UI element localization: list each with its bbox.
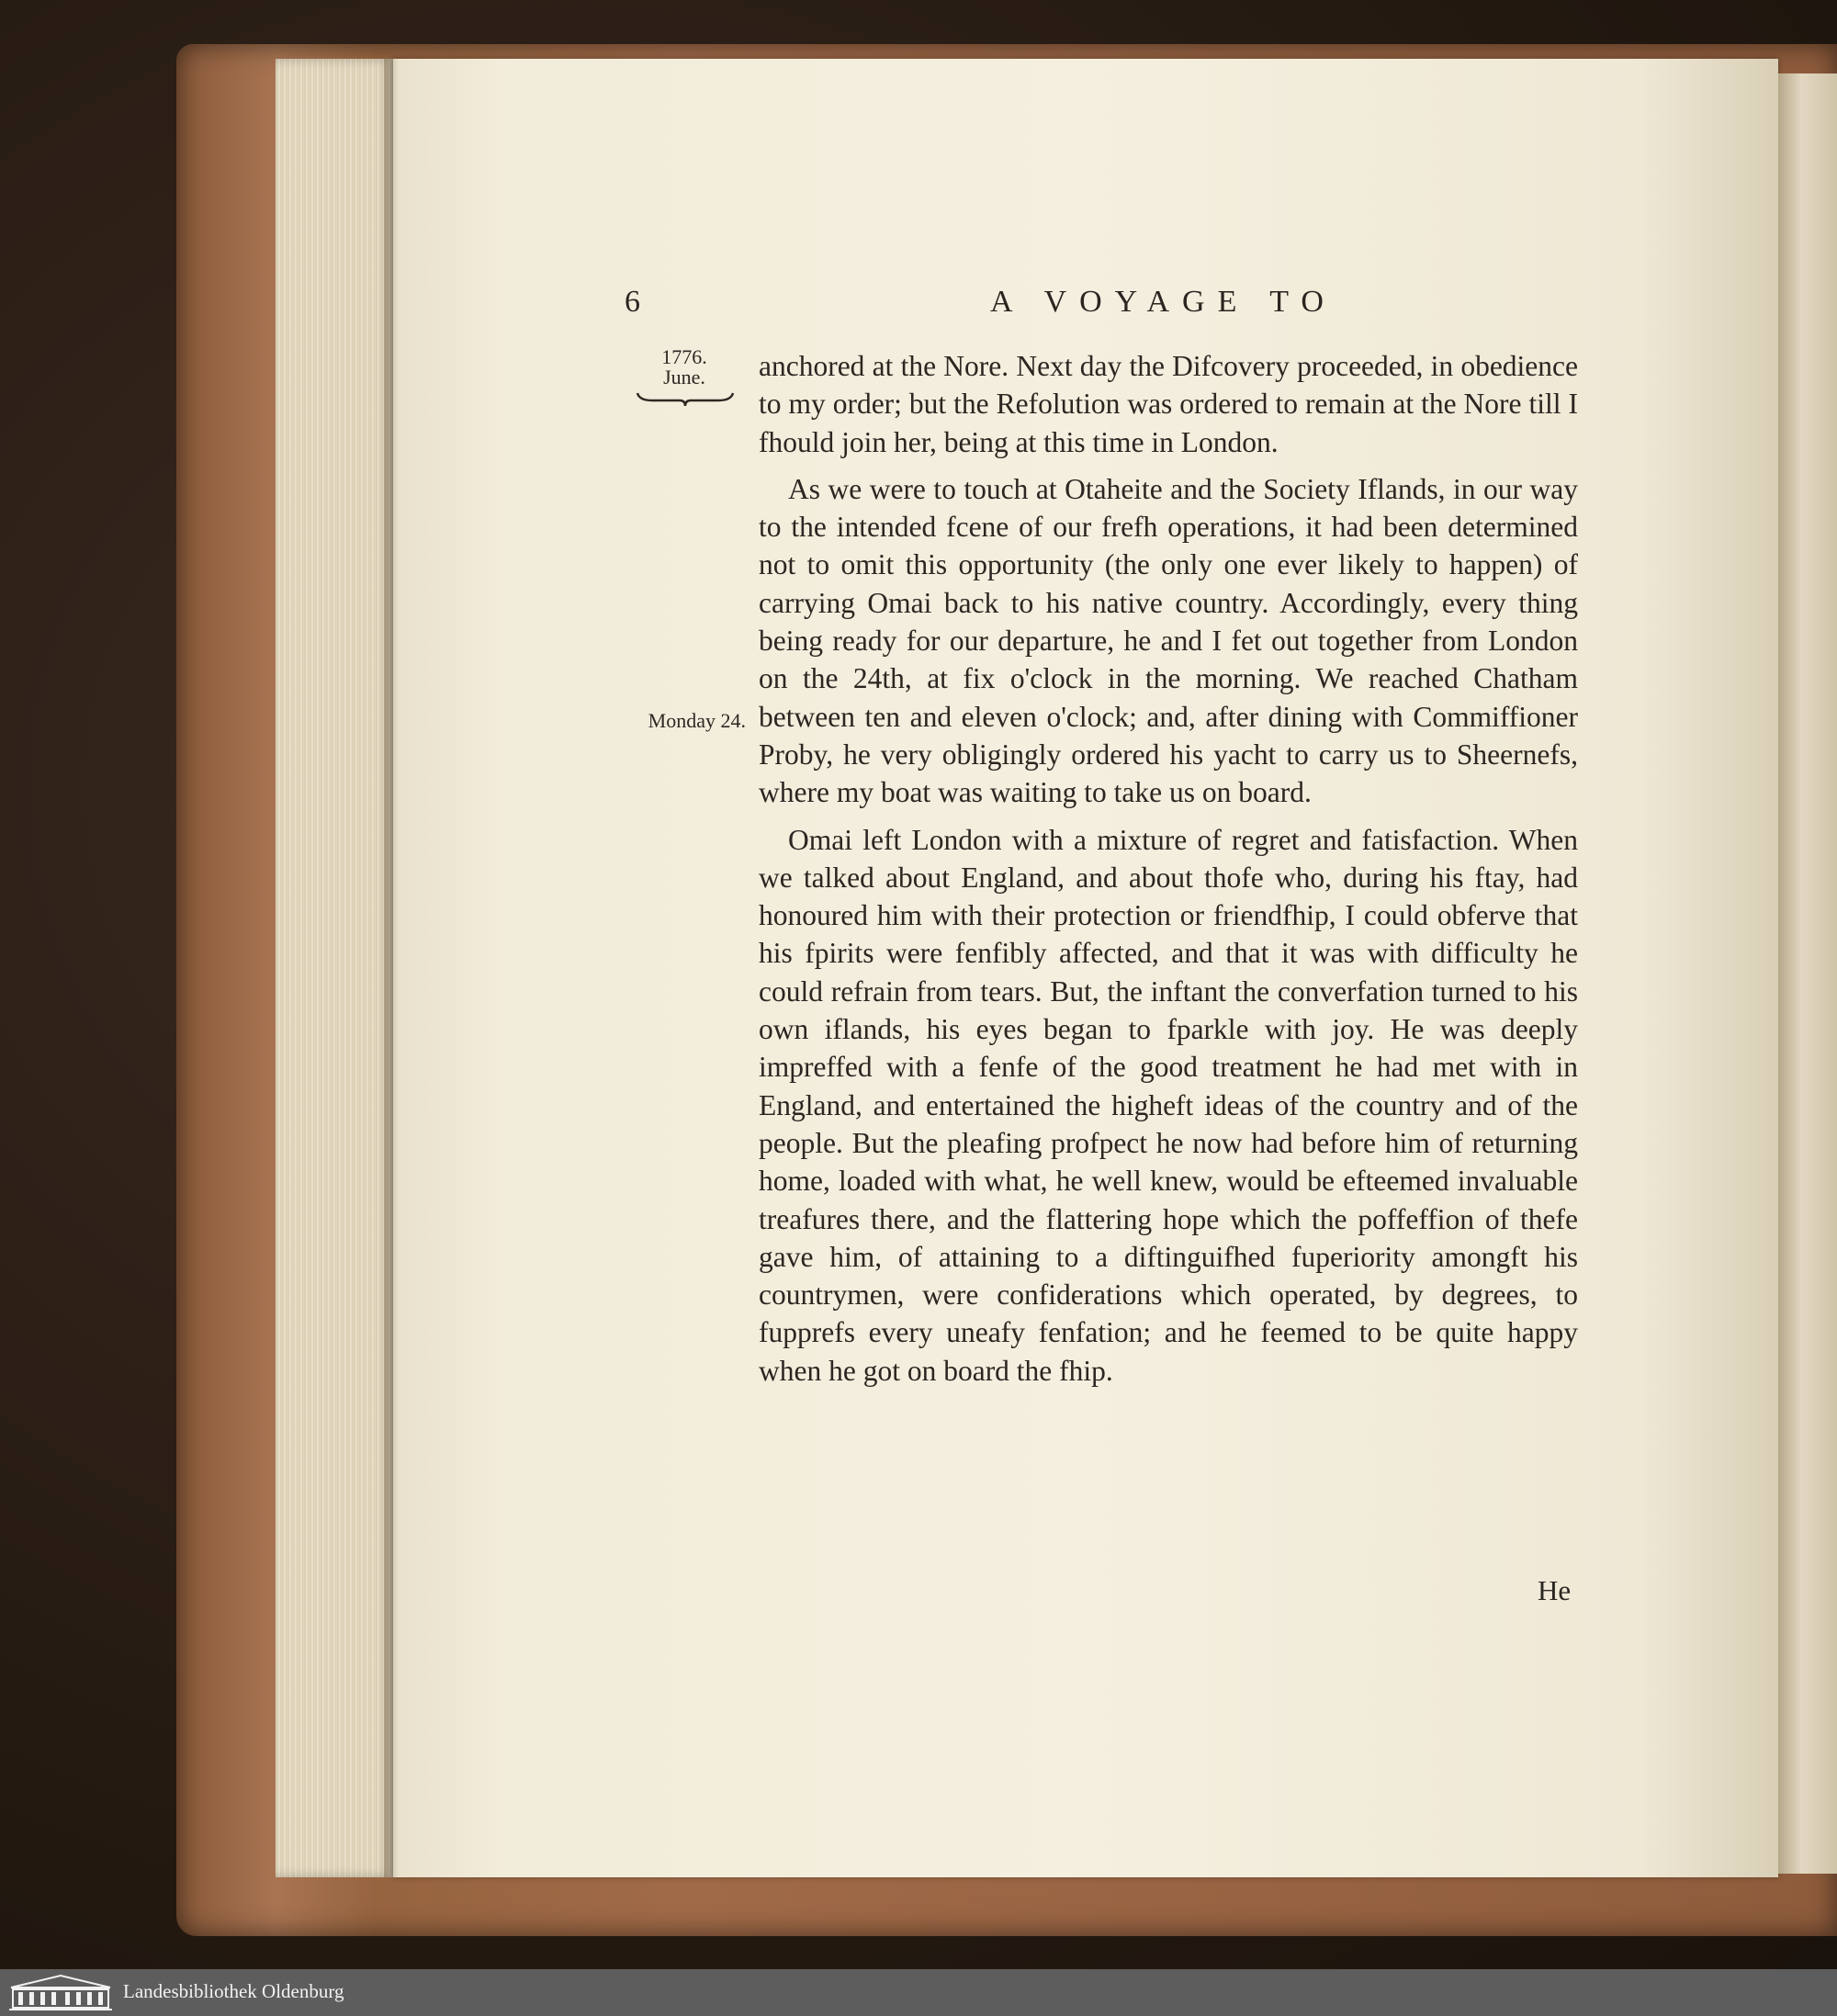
paragraph-2: As we were to touch at Otaheite and the Society Iflands, in our way to the intended fcene of our frefh operations, it had been determined not to omit this opportunity (the only one ever likely to happen) of carrying Omai back to his native country. Accordingly, every thing being ready for our departure, he and I fet out together from London on the 24th, at fix o'clock in the morning. We reached Chatham between ten and eleven o'clock; and, after dining with Commiffioner Proby, he very obligingly ordered his yacht to carry us to Sheernefs, where my boat was waiting to take us on board. [759,472,1578,809]
catchword: He [1538,1574,1572,1606]
footer-label: Landesbibliothek Oldenburg [123,1980,344,2002]
page-number: 6 [625,285,640,319]
next-page-edge [1778,73,1837,1874]
gutter-shadow [384,59,399,1877]
brace-icon [634,389,737,408]
running-title: A VOYAGE TO [990,285,1336,319]
margin-month: June. [663,366,705,389]
margin-day: Monday 24. [648,709,746,732]
margin-year: 1776. [661,345,707,368]
running-head [393,285,1778,329]
page-edges [276,59,395,1877]
footer-bar [0,1969,1837,2016]
body-text [759,347,1578,1390]
paragraph-1: anchored at the Nore. Next day the Difcovery proceeded, in obedience to my order; but the Refolution was ordered to remain at the Nore till I fhould join her, being at this time in London. [759,350,1578,458]
library-building-logo-icon [7,1973,114,2011]
paragraph-3: Omai left London with a mixture of regret and fatisfaction. When we talked about England, and about thofe who, during his ftay, had honoured him with their protection or friendfhip, I could obferve that his fpirits were fenfibly affected, and that it was with difficulty he could refrain from tears. But, the inftant the converfation turned to his own iflands, his eyes began to fparkle with joy. He was deeply impreffed with a fenfe of the good treatment he had met with in England, and entertained the higheft ideas of the country and of the people. But the pleafing profpect he now had before him of returning home, loaded with what, he well knew, would be efteemed invaluable treafures there, and the flattering hope which the poffeffion of thefe gave him, of attaining to a diftinguifhed fuperiority amongft his countrymen, were confiderations which operated, by degrees, to fupprefs every uneafy fenfation; and he feemed to be quite happy when he got on board the fhip. [759,823,1578,1387]
